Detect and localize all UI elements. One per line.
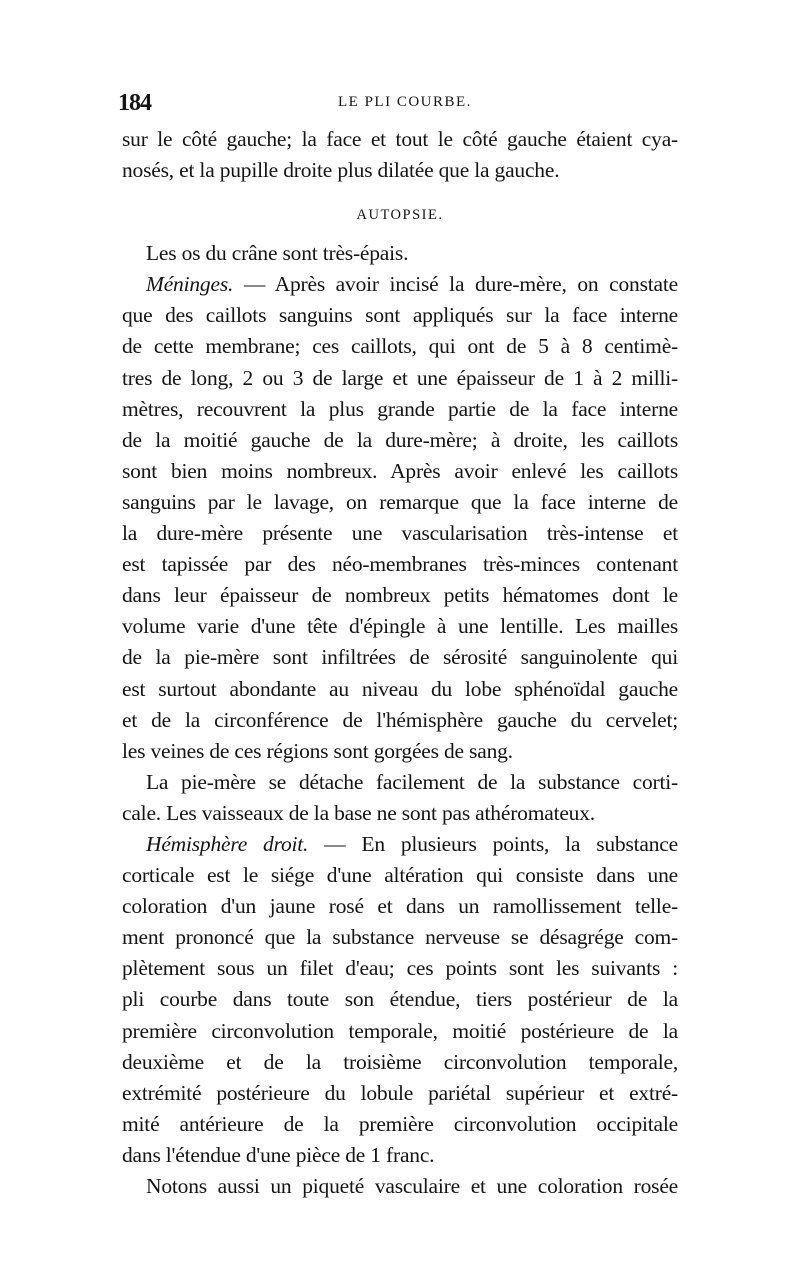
text-line: sur le côté gauche; la face et tout le côté gauche étaient cya-: [122, 127, 678, 151]
section-heading: AUTOPSIE.: [356, 207, 444, 224]
text-line: de cette membrane; ces caillots, qui ont de 5 à 8 centimè-: [122, 334, 678, 359]
text-line: extrémité postérieure du lobule pariétal supérieur et extré-: [122, 1080, 678, 1105]
text-line: [122, 829, 678, 860]
text-line: mité antérieure de la première circonvolution occipitale: [122, 1111, 678, 1136]
text-line: deuxième et de la troisième circonvolution temporale,: [122, 1049, 678, 1074]
text-line: coloration d'un jaune rosé et dans un ramollissement telle-: [122, 894, 678, 919]
text-line: de la moitié gauche de la dure-mère; à droite, les caillots: [122, 427, 678, 452]
text-line: est tapissée par des néo-membranes très-minces contenant: [122, 552, 678, 577]
text-line: est surtout abondante au niveau du lobe sphénoïdal gauche: [122, 676, 678, 701]
text-line-rest: — En plusieurs points, la substance: [308, 831, 678, 856]
text-line: première circonvolution temporale, moitié postérieure de la: [122, 1018, 678, 1043]
section-label: Hémisphère droit.: [146, 831, 309, 856]
text-line: Les os du crâne sont très-épais.: [146, 241, 409, 266]
running-head: LE PLI COURBE.: [338, 94, 472, 110]
text-line: les veines de ces régions sont gorgées de sang.: [122, 738, 513, 763]
text-line: volume varie d'une tête d'épingle à une lentille. Les mailles: [122, 614, 678, 639]
text-line: [122, 269, 678, 300]
page-number: 184: [118, 90, 151, 116]
text-line: mètres, recouvrent la plus grande partie de la face interne: [122, 396, 678, 421]
text-line: nosés, et la pupille droite plus dilatée que la gauche.: [122, 158, 560, 183]
text-line: que des caillots sanguins sont appliqués sur la face interne: [122, 303, 678, 328]
text-line: corticale est le siége d'une altération qui consiste dans une: [122, 863, 678, 888]
text-line: de la pie-mère sont infiltrées de sérosité sanguinolente qui: [122, 645, 678, 670]
section-label: Méninges.: [146, 272, 234, 297]
text-line: dans l'étendue d'une pièce de 1 franc.: [122, 1142, 435, 1167]
text-line: et de la circonférence de l'hémisphère gauche du cervelet;: [122, 707, 678, 732]
text-line: plètement sous un filet d'eau; ces points sont les suivants :: [122, 956, 678, 981]
text-line: sanguins par le lavage, on remarque que la face interne de: [122, 489, 678, 514]
text-line: dans leur épaisseur de nombreux petits hématomes dont le: [122, 583, 678, 608]
text-line: ment prononcé que la substance nerveuse se désagrége com-: [122, 925, 678, 950]
text-line: Notons aussi un piqueté vasculaire et une coloration rosée: [146, 1174, 678, 1198]
text-line: pli courbe dans toute son étendue, tiers postérieur de la: [122, 987, 678, 1012]
body-text: [122, 124, 678, 1202]
text-line: la dure-mère présente une vascularisation très-intense et: [122, 521, 678, 546]
text-line: La pie-mère se détache facilement de la substance corti-: [146, 769, 678, 794]
text-line: tres de long, 2 ou 3 de large et une épaisseur de 1 à 2 milli-: [122, 365, 678, 390]
text-line-rest: — Après avoir incisé la dure-mère, on constate: [233, 272, 678, 297]
text-line: cale. Les vaisseaux de la base ne sont pas athéromateux.: [122, 800, 595, 825]
page-header: [118, 90, 678, 120]
text-line: sont bien moins nombreux. Après avoir enlevé les caillots: [122, 458, 678, 483]
